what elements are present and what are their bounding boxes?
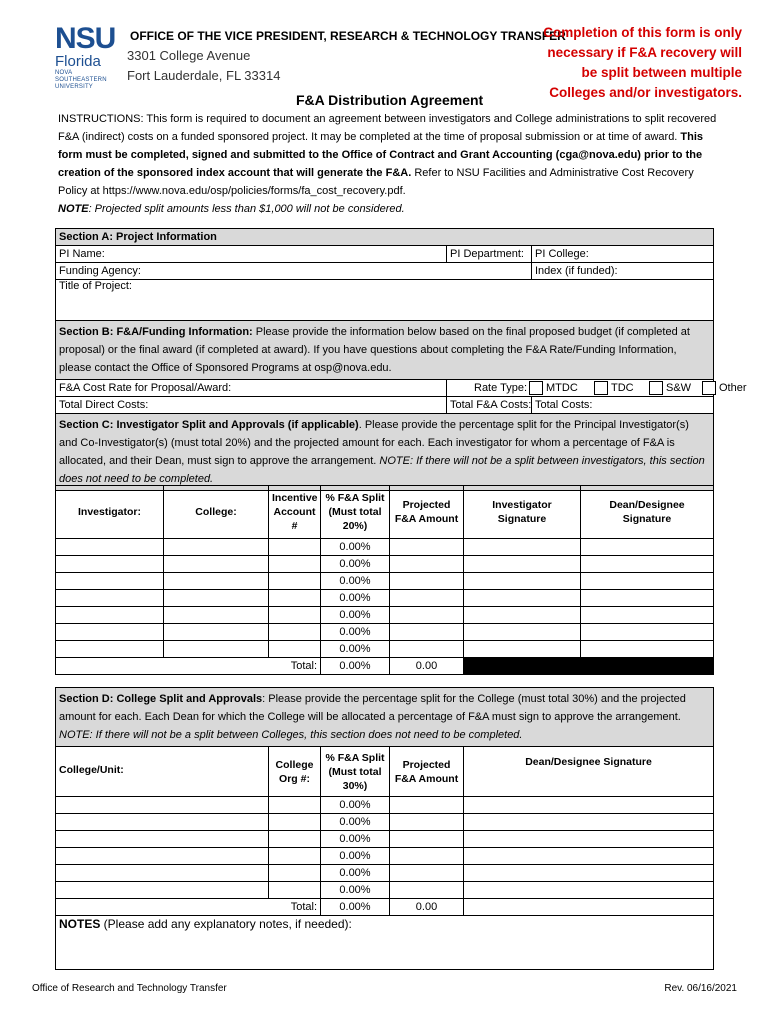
org-cell[interactable] [269, 865, 321, 882]
section-a-heading: Section A: Project Information [56, 229, 714, 246]
col-investigator: Investigator: [56, 486, 164, 539]
section-c-info [56, 414, 714, 491]
college-cell[interactable] [164, 607, 269, 624]
amount-cell[interactable] [390, 607, 464, 624]
sw-label: S&W [666, 381, 692, 394]
incentive-cell[interactable] [269, 573, 321, 590]
total-label: Total: [56, 658, 321, 675]
logo-university-text: NOVA SOUTHEASTERN UNIVERSITY [55, 70, 107, 90]
table-row [56, 539, 714, 556]
instructions-text-1: INSTRUCTIONS: This form is required to document an agreement between investigators and College administrations to split recovered F&A (indirect) costs on a funded sponsored project. It may be completed at the time of proposal submission or at time of award. [58, 113, 717, 143]
section-d-info [56, 688, 714, 747]
tdc-checkbox[interactable] [594, 381, 608, 395]
split-cell[interactable]: 0.00% [321, 865, 390, 882]
total-filler [464, 658, 714, 675]
incentive-cell[interactable] [269, 607, 321, 624]
org-cell[interactable] [269, 831, 321, 848]
incentive-cell[interactable] [269, 539, 321, 556]
office-title: OFFICE OF THE VICE PRESIDENT, RESEARCH & TECHNOLOGY TRANSFER [130, 29, 566, 43]
col-college: College: [164, 486, 269, 539]
table-row [56, 641, 714, 658]
amount-cell[interactable] [390, 865, 464, 882]
amount-cell[interactable] [390, 797, 464, 814]
amount-cell[interactable] [390, 590, 464, 607]
table-row [56, 556, 714, 573]
table-row [56, 607, 714, 624]
dean-signature-cell[interactable] [464, 831, 714, 848]
rate-type-label: Rate Type: [474, 381, 527, 394]
footer-revision: Rev. 06/16/2021 [664, 983, 737, 994]
org-cell[interactable] [269, 848, 321, 865]
d-total-label: Total: [56, 899, 321, 916]
college-unit-cell[interactable] [56, 797, 269, 814]
section-c-text: . Please provide the percentage split for the Principal Investigator(s) and Co-Investigator(s) (must total 20%) and the projected amount for each. Each investigator for whom a percentage of F&A is allocated, and their Dean, must sign to approve the arrangement. [59, 419, 689, 467]
dean-signature-cell[interactable] [581, 539, 714, 556]
col-projected-amount: Projected F&A Amount [390, 486, 464, 539]
college-cell[interactable] [164, 556, 269, 573]
notes-text: (Please add any explanatory notes, if needed): [100, 917, 352, 931]
amount-cell[interactable] [390, 556, 464, 573]
dean-signature-cell[interactable] [464, 797, 714, 814]
investigator-cell[interactable] [56, 573, 164, 590]
investigator-cell[interactable] [56, 641, 164, 658]
col-d-projected-amount: Projected F&A Amount [390, 747, 464, 797]
split-cell[interactable]: 0.00% [321, 882, 390, 899]
section-c-heading: Section C: Investigator Split and Approvals (if applicable) [59, 419, 359, 431]
col-dean-signature: Dean/Designee Signature [581, 486, 714, 539]
total-costs-field[interactable]: Total Costs: [532, 397, 714, 414]
incentive-cell[interactable] [269, 641, 321, 658]
dean-signature-cell[interactable] [464, 848, 714, 865]
nsu-logo [55, 24, 123, 88]
dean-signature-cell[interactable] [581, 624, 714, 641]
org-cell[interactable] [269, 797, 321, 814]
table-row [56, 814, 714, 831]
instructions-text-2: Refer to NSU Facilities and Administrative Cost Recovery Policy at https://www.nova.edu/osp/policies/forms/fa_cost_recovery.pdf. [58, 167, 694, 197]
inv-signature-cell[interactable] [464, 590, 581, 607]
table-row [56, 573, 714, 590]
funding-agency-field[interactable]: Funding Agency: [56, 263, 532, 280]
investigator-cell[interactable] [56, 556, 164, 573]
cost-rate-field[interactable]: F&A Cost Rate for Proposal/Award: [56, 380, 447, 397]
college-unit-cell[interactable] [56, 882, 269, 899]
section-d-heading: Section D: College Split and Approvals [59, 693, 263, 705]
table-row [56, 848, 714, 865]
split-cell[interactable]: 0.00% [321, 831, 390, 848]
section-c-note: NOTE: If there will not be a split between investigators, this section does not need to be completed. [59, 455, 705, 485]
investigator-cell[interactable] [56, 590, 164, 607]
col-college-unit: College/Unit: [56, 747, 269, 797]
rate-type-row [447, 380, 747, 397]
sw-checkbox[interactable] [649, 381, 663, 395]
split-cell[interactable]: 0.00% [321, 590, 390, 607]
table-row [56, 624, 714, 641]
title-of-project-field[interactable]: Title of Project: [56, 280, 714, 321]
split-cell[interactable]: 0.00% [321, 624, 390, 641]
logo-florida-text: Florida [55, 53, 101, 70]
table-row [56, 882, 714, 899]
d-total-amount: 0.00 [390, 899, 464, 916]
total-amount: 0.00 [390, 658, 464, 675]
college-unit-cell[interactable] [56, 831, 269, 848]
college-table [55, 687, 714, 970]
college-cell[interactable] [164, 573, 269, 590]
dean-signature-cell[interactable] [464, 882, 714, 899]
table-row [56, 590, 714, 607]
investigator-cell[interactable] [56, 624, 164, 641]
form-table [55, 228, 747, 491]
dean-signature-cell[interactable] [464, 865, 714, 882]
pi-college-field[interactable]: PI College: [532, 246, 714, 263]
college-cell[interactable] [164, 641, 269, 658]
logo-nsu-text: NSU [55, 22, 116, 55]
college-unit-cell[interactable] [56, 848, 269, 865]
total-fa-costs-field[interactable]: Total F&A Costs: [447, 397, 532, 414]
college-unit-cell[interactable] [56, 865, 269, 882]
other-checkbox[interactable] [702, 381, 716, 395]
dean-signature-cell[interactable] [464, 814, 714, 831]
completion-notice: Completion of this form is only necessary if F&A recovery will be split between multiple Colleges and/or investigators. [543, 25, 742, 100]
amount-cell[interactable] [390, 831, 464, 848]
address-line-1: 3301 College Avenue [127, 48, 251, 63]
amount-cell[interactable] [390, 814, 464, 831]
instructions-bold: This form must be completed, signed and submitted to the Office of Contract and Grant Accounting (cga@nova.edu) prior to the creation of the sponsored index account that will generate the F&A. [58, 131, 704, 179]
note-text: : Projected split amounts less than $1,000 will not be considered. [88, 203, 405, 215]
section-b-info [56, 321, 714, 380]
section-b-heading: Section B: F&A/Funding Information: [59, 326, 253, 338]
inv-signature-cell[interactable] [464, 556, 581, 573]
notes-field[interactable] [56, 916, 714, 970]
address [127, 46, 280, 86]
amount-cell[interactable] [390, 848, 464, 865]
section-d-text: : Please provide the percentage split for the College (must total 30%) and the projected amount for each. Each Dean for which the College will be allocated a percentage of F&A must sign to approve the arrangement. [59, 693, 686, 723]
pi-name-field[interactable]: PI Name: [56, 246, 447, 263]
amount-cell[interactable] [390, 641, 464, 658]
investigator-cell[interactable] [56, 539, 164, 556]
dean-signature-cell[interactable] [581, 607, 714, 624]
amount-cell[interactable] [390, 882, 464, 899]
inv-signature-cell[interactable] [464, 539, 581, 556]
split-cell[interactable]: 0.00% [321, 556, 390, 573]
incentive-cell[interactable] [269, 556, 321, 573]
college-unit-cell[interactable] [56, 814, 269, 831]
note-label: NOTE [58, 203, 89, 215]
college-cell[interactable] [164, 624, 269, 641]
pi-department-field[interactable]: PI Department: [447, 246, 532, 263]
investigator-cell[interactable] [56, 607, 164, 624]
col-college-org: College Org #: [269, 747, 321, 797]
col-incentive-account: Incentive Account # [269, 486, 321, 539]
table-row [56, 831, 714, 848]
amount-cell[interactable] [390, 624, 464, 641]
inv-signature-cell[interactable] [464, 573, 581, 590]
inv-signature-cell[interactable] [464, 607, 581, 624]
dean-signature-cell[interactable] [581, 590, 714, 607]
dean-signature-cell[interactable] [581, 573, 714, 590]
col-d-fa-split: % F&A Split (Must total 30%) [321, 747, 390, 797]
college-cell[interactable] [164, 539, 269, 556]
incentive-cell[interactable] [269, 624, 321, 641]
split-cell[interactable]: 0.00% [321, 539, 390, 556]
table-row [56, 797, 714, 814]
total-row [56, 899, 714, 916]
org-cell[interactable] [269, 882, 321, 899]
page-title: F&A Distribution Agreement [296, 92, 484, 108]
amount-cell[interactable] [390, 539, 464, 556]
split-cell[interactable]: 0.00% [321, 797, 390, 814]
incentive-cell[interactable] [269, 590, 321, 607]
inv-signature-cell[interactable] [464, 641, 581, 658]
total-direct-costs-field[interactable]: Total Direct Costs: [56, 397, 447, 414]
d-total-filler [464, 899, 714, 916]
amount-cell[interactable] [390, 573, 464, 590]
col-d-dean-signature: Dean/Designee Signature [464, 747, 714, 797]
total-pct: 0.00% [321, 658, 390, 675]
index-field[interactable]: Index (if funded): [532, 263, 714, 280]
mtdc-label: MTDC [546, 381, 578, 394]
other-label: Other [719, 381, 747, 394]
footer-office: Office of Research and Technology Transfer [32, 983, 227, 994]
dean-signature-cell[interactable] [581, 641, 714, 658]
table-row [56, 865, 714, 882]
mtdc-checkbox[interactable] [529, 381, 543, 395]
split-cell[interactable]: 0.00% [321, 814, 390, 831]
inv-signature-cell[interactable] [464, 624, 581, 641]
notes-label: NOTES [59, 917, 101, 931]
dean-signature-cell[interactable] [581, 556, 714, 573]
investigator-table [55, 485, 714, 675]
split-cell[interactable]: 0.00% [321, 607, 390, 624]
col-investigator-signature: Investigator Signature [464, 486, 581, 539]
section-d-note: NOTE: If there will not be a split between Colleges, this section does not need to be completed. [59, 729, 523, 741]
address-line-2: Fort Lauderdale, FL 33314 [127, 68, 281, 83]
split-cell[interactable]: 0.00% [321, 573, 390, 590]
d-total-pct: 0.00% [321, 899, 390, 916]
tdc-label: TDC [611, 381, 634, 394]
col-fa-split: % F&A Split (Must total 20%) [321, 486, 390, 539]
org-cell[interactable] [269, 814, 321, 831]
instructions [58, 110, 718, 218]
section-b-text: Please provide the information below based on the final proposed budget (if completed at proposal) or the final award (if completed at award). If you have questions about completing the F&A Rate/Funding Information, please contact the Office of Sponsored Programs at osp@nova.edu. [59, 326, 690, 374]
total-row [56, 658, 714, 675]
split-cell[interactable]: 0.00% [321, 641, 390, 658]
split-cell[interactable]: 0.00% [321, 848, 390, 865]
college-cell[interactable] [164, 590, 269, 607]
